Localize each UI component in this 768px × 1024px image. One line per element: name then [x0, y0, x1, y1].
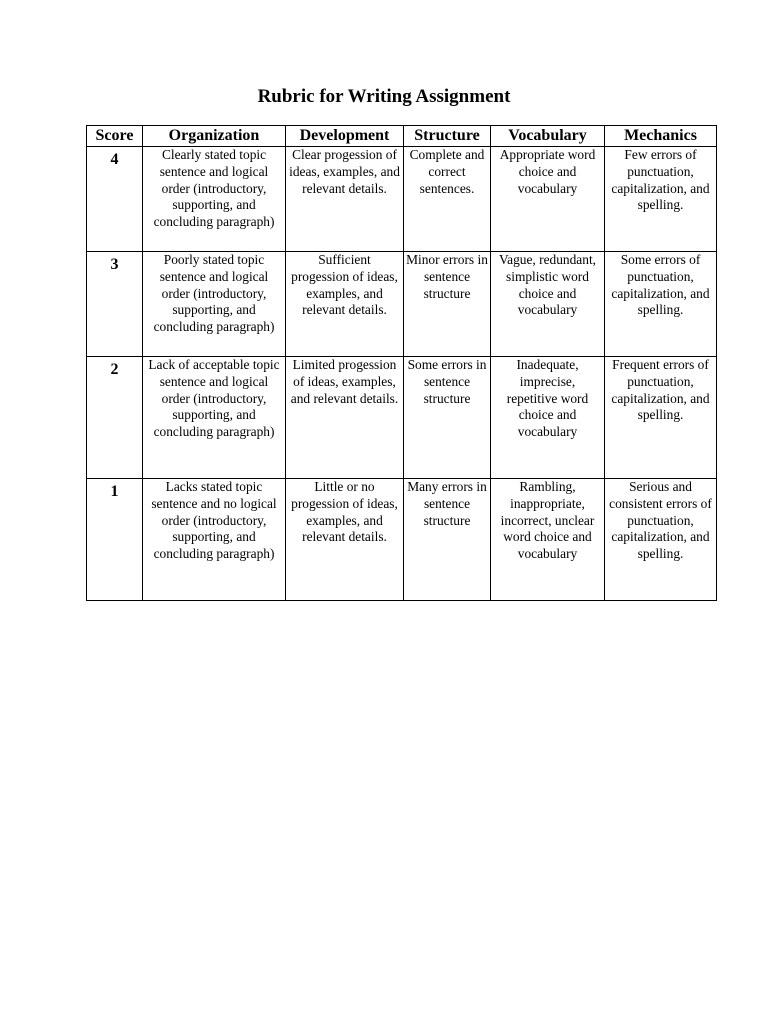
vocabulary-cell: Vague, redundant, simplistic word choice and vocabulary	[491, 252, 605, 357]
development-cell: Sufficient progession of ideas, examples, and relevant details.	[286, 252, 404, 357]
development-cell: Clear progession of ideas, examples, and relevant details.	[286, 147, 404, 252]
vocabulary-cell: Rambling, inappropriate, incorrect, unclear word choice and vocabulary	[491, 479, 605, 601]
header-development: Development	[286, 126, 404, 147]
mechanics-cell: Few errors of punctuation, capitalization, and spelling.	[605, 147, 717, 252]
header-mechanics: Mechanics	[605, 126, 717, 147]
table-row	[87, 252, 717, 357]
header-organization: Organization	[143, 126, 286, 147]
page-title: Rubric for Writing Assignment	[257, 86, 511, 107]
organization-cell: Lacks stated topic sentence and no logical order (introductory, supporting, and concluding paragraph)	[143, 479, 286, 601]
structure-cell: Some errors in sentence structure	[404, 357, 491, 479]
mechanics-cell: Frequent errors of punctuation, capitalization, and spelling.	[605, 357, 717, 479]
header-score: Score	[87, 126, 143, 147]
score-cell: 1	[87, 479, 143, 601]
header-vocabulary: Vocabulary	[491, 126, 605, 147]
mechanics-cell: Serious and consistent errors of punctuation, capitalization, and spelling.	[605, 479, 717, 601]
table-row	[87, 357, 717, 479]
header-structure: Structure	[404, 126, 491, 147]
score-cell: 2	[87, 357, 143, 479]
table-header-row	[87, 126, 717, 147]
structure-cell: Complete and correct sentences.	[404, 147, 491, 252]
structure-cell: Minor errors in sentence structure	[404, 252, 491, 357]
organization-cell: Poorly stated topic sentence and logical order (introductory, supporting, and concluding paragraph)	[143, 252, 286, 357]
structure-cell: Many errors in sentence structure	[404, 479, 491, 601]
vocabulary-cell: Inadequate, imprecise, repetitive word choice and vocabulary	[491, 357, 605, 479]
table-row	[87, 479, 717, 601]
score-cell: 4	[87, 147, 143, 252]
organization-cell: Lack of acceptable topic sentence and logical order (introductory, supporting, and concluding paragraph)	[143, 357, 286, 479]
development-cell: Limited progession of ideas, examples, and relevant details.	[286, 357, 404, 479]
vocabulary-cell: Appropriate word choice and vocabulary	[491, 147, 605, 252]
development-cell: Little or no progession of ideas, examples, and relevant details.	[286, 479, 404, 601]
rubric-table	[86, 125, 717, 601]
score-cell: 3	[87, 252, 143, 357]
organization-cell: Clearly stated topic sentence and logical order (introductory, supporting, and concluding paragraph)	[143, 147, 286, 252]
mechanics-cell: Some errors of punctuation, capitalization, and spelling.	[605, 252, 717, 357]
table-row	[87, 147, 717, 252]
